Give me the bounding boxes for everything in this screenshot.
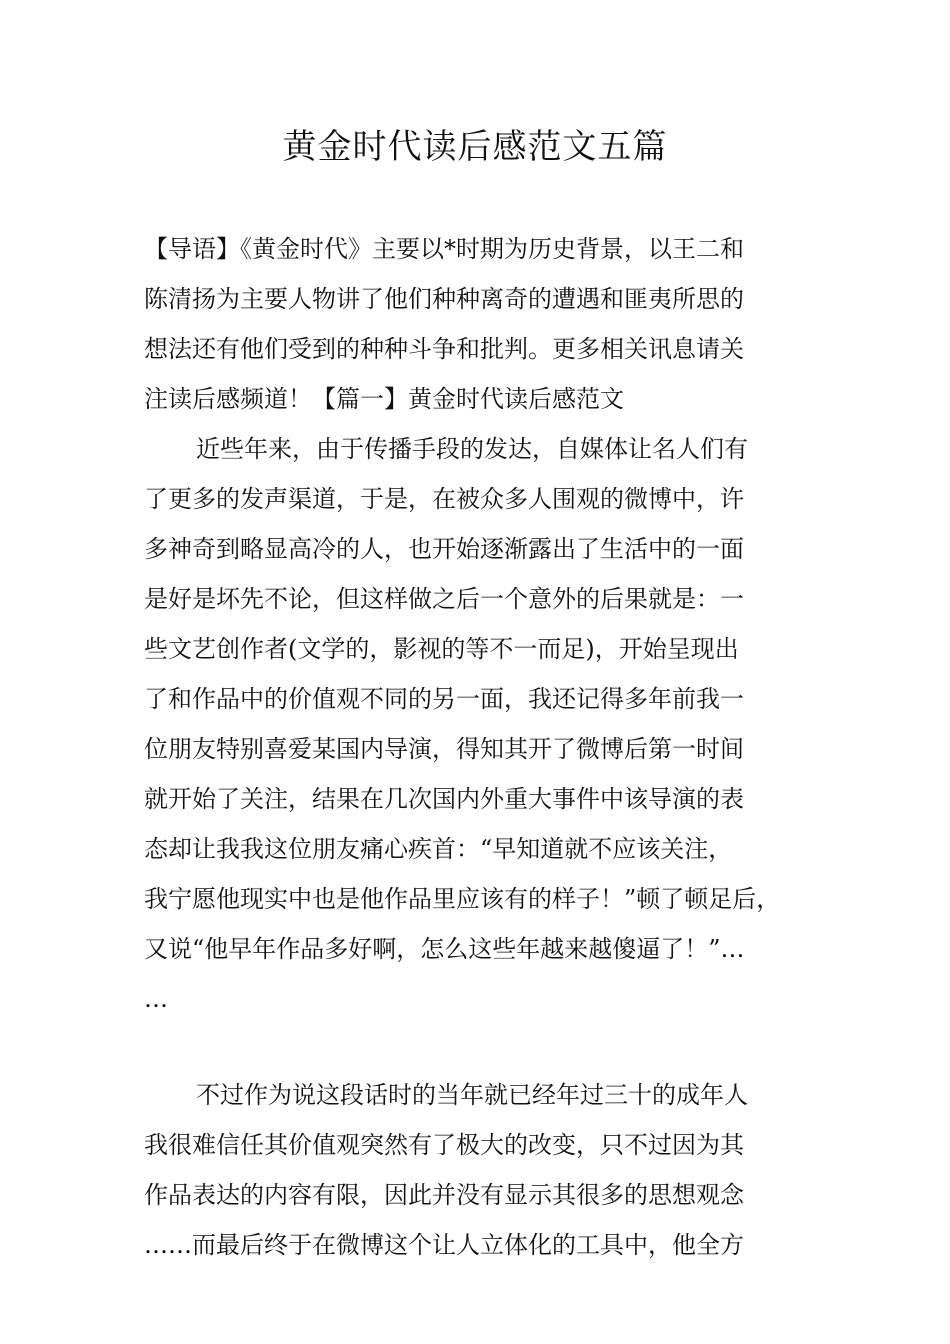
paragraph-line: 些文艺创作者(文学的，影视的等不一而足)，开始呈现出: [144, 635, 739, 663]
intro-paragraph: [144, 224, 810, 424]
intro-line: 想法还有他们受到的种种斗争和批判。更多相关讯息请关: [144, 335, 744, 363]
paragraph-spacer: [144, 1024, 810, 1070]
paragraph-line: 就开始了关注，结果在几次国内外重大事件中该导演的表: [144, 785, 744, 813]
paragraph-line: 我宁愿他现实中也是他作品里应该有的样子！”顿了顿足后，: [144, 885, 781, 913]
paragraph-line: 了更多的发声渠道，于是，在被众多人围观的微博中，许: [144, 485, 744, 513]
paragraph-line: 作品表达的内容有限，因此并没有显示其很多的思想观念: [144, 1181, 744, 1209]
paragraph-line: 又说“他早年作品多好啊，怎么这些年越来越傻逼了！”…: [144, 935, 745, 963]
paragraph-line: 我很难信任其价值观突然有了极大的改变，只不过因为其: [144, 1131, 744, 1159]
intro-line: 陈清扬为主要人物讲了他们种种离奇的遭遇和匪夷所思的: [144, 285, 744, 313]
paragraph-line: 多神奇到略显高冷的人，也开始逐渐露出了生活中的一面: [144, 535, 744, 563]
paragraph-line: 不过作为说这段话时的当年就已经年过三十的成年人: [196, 1081, 748, 1109]
paragraph-line: 了和作品中的价值观不同的另一面，我还记得多年前我一: [144, 685, 744, 713]
document-title: 黄金时代读后感范文五篇: [282, 127, 668, 167]
intro-line: 注读后感频道！【篇一】黄金时代读后感范文: [144, 385, 624, 413]
paragraph-line: 位朋友特别喜爱某国内导演，得知其开了微博后第一时间: [144, 735, 744, 763]
intro-line: 【导语】《黄金时代》主要以*时期为历史背景，以王二和: [144, 235, 744, 263]
paragraph-line: …: [144, 985, 168, 1013]
document-body: [144, 224, 810, 1270]
paragraph-line: 近些年来，由于传播手段的发达，自媒体让名人们有: [196, 435, 748, 463]
paragraph-line: 态却让我我这位朋友痛心疾首：“早知道就不应该关注，: [144, 835, 733, 863]
paragraph-2: [144, 1070, 810, 1270]
paragraph-line: ……而最后终于在微博这个让人立体化的工具中，他全方: [144, 1231, 744, 1259]
paragraph-1: [144, 424, 810, 1024]
paragraph-line: 是好是坏先不论，但这样做之后一个意外的后果就是：一: [144, 585, 744, 613]
